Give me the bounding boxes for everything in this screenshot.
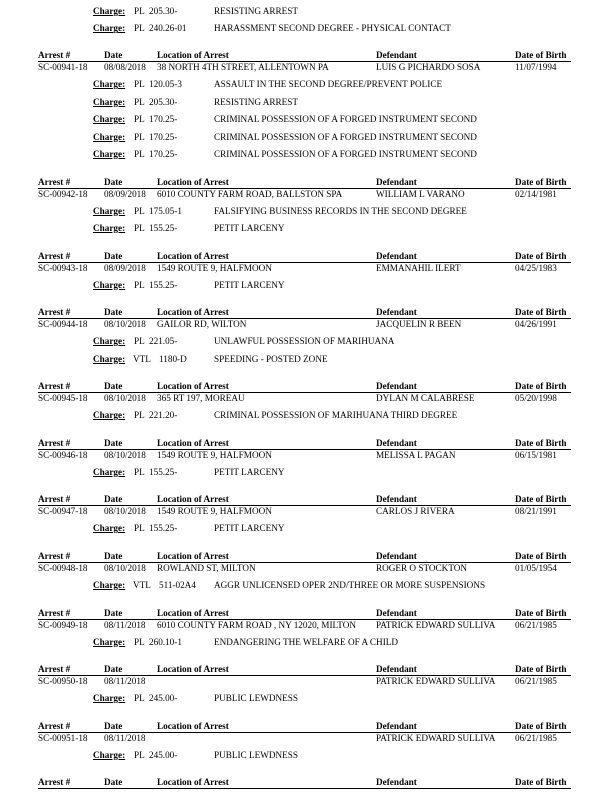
column-header-location: Location of Arrest <box>157 777 229 788</box>
arrest-date: 08/10/2018 <box>104 319 146 330</box>
defendant-name: EMMANAHIL ILERT <box>376 262 461 273</box>
charge-label: Charge: <box>93 693 126 704</box>
column-header-arrest: Arrest # <box>38 437 71 448</box>
charge-label: Charge: <box>93 96 126 107</box>
charge-section: 260.10-1 <box>149 636 182 647</box>
column-header-defendant: Defendant <box>376 664 417 675</box>
arrest-date: 08/09/2018 <box>104 188 146 199</box>
column-header-date-of-birth: Date of Birth <box>515 437 567 448</box>
column-header-date-of-birth: Date of Birth <box>515 250 567 261</box>
date-of-birth: 06/21/1985 <box>515 732 557 743</box>
charge-section: 205.30- <box>149 6 178 16</box>
charge-description: CRIMINAL POSSESSION OF MARIHUANA THIRD DEGREE <box>214 410 458 421</box>
column-header-defendant: Defendant <box>376 381 417 392</box>
column-header-date-of-birth: Date of Birth <box>515 381 567 392</box>
charge-label: Charge: <box>93 205 126 216</box>
charge-label: Charge: <box>93 222 126 233</box>
column-header-date-of-birth: Date of Birth <box>515 307 567 318</box>
arrest-number: SC-00948-18 <box>38 562 88 573</box>
arrest-date: 08/11/2018 <box>104 732 146 743</box>
arrest-date: 08/08/2018 <box>104 62 146 73</box>
arrest-date: 08/10/2018 <box>104 562 146 573</box>
charge-law: PL <box>134 279 145 290</box>
arrest-date: 08/11/2018 <box>104 619 146 630</box>
charge-description: CRIMINAL POSSESSION OF A FORGED INSTRUMENT SECOND <box>214 131 477 142</box>
defendant-name: DYLAN M CALABRESE <box>376 393 475 404</box>
charge-description: PETIT LARCENY <box>214 466 285 477</box>
column-header-defendant: Defendant <box>376 250 417 261</box>
column-header-location: Location of Arrest <box>157 176 229 187</box>
column-header-date: Date <box>104 307 123 318</box>
column-header-arrest: Arrest # <box>38 550 71 561</box>
charge-law: VTL <box>133 353 151 364</box>
charge-law: VTL <box>133 579 151 590</box>
column-header-date: Date <box>104 437 123 448</box>
arrest-location: GAILOR RD, WILTON <box>157 319 247 330</box>
arrest-date: 08/11/2018 <box>104 676 146 687</box>
charge-law: PL <box>134 466 145 477</box>
charge-description: ENDANGERING THE WELFARE OF A CHILD <box>214 636 398 647</box>
defendant-name: LUIS G PICHARDO SOSA <box>376 62 481 73</box>
column-header-defendant: Defendant <box>376 50 417 61</box>
column-header-date: Date <box>104 250 123 261</box>
column-header-location: Location of Arrest <box>157 250 229 261</box>
defendant-name: MELISSA L PAGAN <box>376 449 456 460</box>
column-header-location: Location of Arrest <box>157 307 229 318</box>
date-of-birth: 11/07/1994 <box>515 62 557 73</box>
column-header-arrest: Arrest # <box>38 381 71 392</box>
charge-label: Charge: <box>93 79 126 90</box>
charge-label: Charge: <box>93 636 126 647</box>
arrest-location: 38 NORTH 4TH STREET, ALLENTOWN PA <box>157 62 329 73</box>
charge-section: 511-02A4 <box>159 579 196 590</box>
date-of-birth: 01/05/1954 <box>515 562 557 573</box>
column-header-date-of-birth: Date of Birth <box>515 176 567 187</box>
charge-description: UNLAWFUL POSSESSION OF MARIHUANA <box>214 336 395 347</box>
charge-description: SPEEDING - POSTED ZONE <box>214 353 328 364</box>
charge-description: PETIT LARCENY <box>214 279 285 290</box>
arrest-location: 6010 COUNTY FARM ROAD , NY 12020, MILTON <box>157 619 356 630</box>
date-of-birth: 04/25/1983 <box>515 262 557 273</box>
column-header-location: Location of Arrest <box>157 607 229 618</box>
column-header-date: Date <box>104 664 123 675</box>
date-of-birth: 05/20/1998 <box>515 393 557 404</box>
column-header-arrest: Arrest # <box>38 176 71 187</box>
charge-section: 120.05-3 <box>149 79 182 90</box>
date-of-birth: 06/21/1985 <box>515 619 557 630</box>
column-header-date-of-birth: Date of Birth <box>515 494 567 505</box>
charge-section: 155.25- <box>149 222 178 233</box>
column-header-date: Date <box>104 381 123 392</box>
arrest-number: SC-00947-18 <box>38 506 88 517</box>
charge-description: AGGR UNLICENSED OPER 2ND/THREE OR MORE SUSPENSIONS <box>214 579 486 590</box>
charge-description: FALSIFYING BUSINESS RECORDS IN THE SECOND DEGREE <box>214 205 467 216</box>
arrest-date: 08/09/2018 <box>104 262 146 273</box>
defendant-name: ROGER O STOCKTON <box>376 562 468 573</box>
arrest-number: SC-00944-18 <box>38 319 88 330</box>
arrest-number: SC-00946-18 <box>38 449 88 460</box>
column-header-arrest: Arrest # <box>38 250 71 261</box>
charge-section: 155.25- <box>149 279 178 290</box>
charge-section: 170.25- <box>149 114 178 125</box>
charge-section: 245.00- <box>149 693 178 704</box>
column-header-date: Date <box>104 550 123 561</box>
column-header-arrest: Arrest # <box>38 720 71 731</box>
column-header-arrest: Arrest # <box>38 664 71 675</box>
column-header-defendant: Defendant <box>376 494 417 505</box>
arrest-date: 08/10/2018 <box>104 449 146 460</box>
column-header-location: Location of Arrest <box>157 437 229 448</box>
defendant-name: PATRICK EDWARD SULLIVA <box>376 619 496 630</box>
charge-description: PUBLIC LEWDNESS <box>214 693 298 704</box>
charge-law: PL <box>134 96 145 107</box>
charge-law: PL <box>134 6 145 16</box>
charge-section: 221.20- <box>149 410 178 421</box>
arrest-number: SC-00945-18 <box>38 393 88 404</box>
column-header-date-of-birth: Date of Birth <box>515 720 567 731</box>
charge-law: PL <box>134 23 145 34</box>
date-of-birth: 04/26/1991 <box>515 319 557 330</box>
column-header-arrest: Arrest # <box>38 777 71 788</box>
charge-label: Charge: <box>93 23 126 34</box>
charge-label: Charge: <box>93 410 126 421</box>
arrest-location: 1549 ROUTE 9, HALFMOON <box>157 449 272 460</box>
column-header-arrest: Arrest # <box>38 494 71 505</box>
charge-section: 170.25- <box>149 148 178 159</box>
column-header-date: Date <box>104 176 123 187</box>
charge-law: PL <box>134 336 145 347</box>
column-header-defendant: Defendant <box>376 777 417 788</box>
charge-section: 205.30- <box>149 96 178 107</box>
charge-label: Charge: <box>93 131 126 142</box>
charge-label: Charge: <box>93 523 126 534</box>
column-header-defendant: Defendant <box>376 437 417 448</box>
defendant-name: JACQUELIN R BEEN <box>376 319 462 330</box>
arrest-date: 08/10/2018 <box>104 506 146 517</box>
column-header-location: Location of Arrest <box>157 664 229 675</box>
charge-label: Charge: <box>93 466 126 477</box>
defendant-name: WILLIAM L VARANO <box>376 188 465 199</box>
defendant-name: PATRICK EDWARD SULLIVA <box>376 676 496 687</box>
column-header-location: Location of Arrest <box>157 550 229 561</box>
column-header-date-of-birth: Date of Birth <box>515 607 567 618</box>
charge-section: 155.25- <box>149 466 178 477</box>
charge-law: PL <box>134 693 145 704</box>
charge-section: 175.05-1 <box>149 205 182 216</box>
column-header-arrest: Arrest # <box>38 50 71 61</box>
arrest-location: 6010 COUNTY FARM ROAD, BALLSTON SPA <box>157 188 343 199</box>
charge-law: PL <box>134 636 145 647</box>
column-header-arrest: Arrest # <box>38 607 71 618</box>
charge-description: ASSAULT IN THE SECOND DEGREE/PREVENT POLICE <box>214 79 443 90</box>
charge-label: Charge: <box>93 579 126 590</box>
charge-description: RESISTING ARREST <box>214 6 298 16</box>
column-header-location: Location of Arrest <box>157 494 229 505</box>
date-of-birth: 08/21/1991 <box>515 506 557 517</box>
charge-description: RESISTING ARREST <box>214 96 298 107</box>
column-header-date-of-birth: Date of Birth <box>515 50 567 61</box>
charge-section: 240.26-01 <box>149 23 187 34</box>
arrest-location: ROWLAND ST, MILTON <box>157 562 256 573</box>
arrest-date: 08/10/2018 <box>104 393 146 404</box>
column-header-date: Date <box>104 494 123 505</box>
charge-law: PL <box>134 523 145 534</box>
charge-law: PL <box>134 148 145 159</box>
charge-law: PL <box>134 749 145 760</box>
charge-label: Charge: <box>93 279 126 290</box>
defendant-name: CARLOS J RIVERA <box>376 506 455 517</box>
column-header-date: Date <box>104 50 123 61</box>
column-header-date-of-birth: Date of Birth <box>515 664 567 675</box>
column-header-date: Date <box>104 777 123 788</box>
charge-label: Charge: <box>93 6 126 16</box>
charge-label: Charge: <box>93 749 126 760</box>
charge-label: Charge: <box>93 148 126 159</box>
arrest-number: SC-00950-18 <box>38 676 88 687</box>
charge-law: PL <box>134 79 145 90</box>
defendant-name: PATRICK EDWARD SULLIVA <box>376 732 496 743</box>
column-header-location: Location of Arrest <box>157 381 229 392</box>
arrest-location: 365 RT 197, MOREAU <box>157 393 245 404</box>
date-of-birth: 02/14/1981 <box>515 188 557 199</box>
column-header-date: Date <box>104 607 123 618</box>
charge-description: PETIT LARCENY <box>214 523 285 534</box>
column-header-date-of-birth: Date of Birth <box>515 777 567 788</box>
charge-section: 221.05- <box>149 336 178 347</box>
arrest-number: SC-00951-18 <box>38 732 88 743</box>
charge-section: 170.25- <box>149 131 178 142</box>
column-header-location: Location of Arrest <box>157 50 229 61</box>
arrest-number: SC-00941-18 <box>38 62 88 73</box>
charge-label: Charge: <box>93 336 126 347</box>
column-header-arrest: Arrest # <box>38 307 71 318</box>
arrest-number: SC-00943-18 <box>38 262 88 273</box>
column-header-defendant: Defendant <box>376 720 417 731</box>
charge-law: PL <box>134 131 145 142</box>
charge-law: PL <box>134 114 145 125</box>
column-header-date-of-birth: Date of Birth <box>515 550 567 561</box>
date-of-birth: 06/15/1981 <box>515 449 557 460</box>
arrest-number: SC-00949-18 <box>38 619 88 630</box>
arrest-location: 1549 ROUTE 9, HALFMOON <box>157 262 272 273</box>
charge-law: PL <box>134 205 145 216</box>
charge-law: PL <box>134 410 145 421</box>
column-header-location: Location of Arrest <box>157 720 229 731</box>
header-divider <box>38 788 571 789</box>
charge-section: 1180-D <box>159 353 187 364</box>
charge-description: HARASSMENT SECOND DEGREE - PHYSICAL CONTACT <box>214 23 451 34</box>
date-of-birth: 06/21/1985 <box>515 676 557 687</box>
charge-description: PUBLIC LEWDNESS <box>214 749 298 760</box>
charge-label: Charge: <box>93 353 126 364</box>
column-header-defendant: Defendant <box>376 550 417 561</box>
arrest-number: SC-00942-18 <box>38 188 88 199</box>
charge-description: PETIT LARCENY <box>214 222 285 233</box>
charge-description: CRIMINAL POSSESSION OF A FORGED INSTRUMENT SECOND <box>214 114 477 125</box>
charge-section: 245.00- <box>149 749 178 760</box>
arrest-location: 1549 ROUTE 9, HALFMOON <box>157 506 272 517</box>
column-header-defendant: Defendant <box>376 176 417 187</box>
charge-section: 155.25- <box>149 523 178 534</box>
charge-label: Charge: <box>93 114 126 125</box>
column-header-date: Date <box>104 720 123 731</box>
column-header-defendant: Defendant <box>376 607 417 618</box>
charge-law: PL <box>134 222 145 233</box>
column-header-defendant: Defendant <box>376 307 417 318</box>
charge-description: CRIMINAL POSSESSION OF A FORGED INSTRUMENT SECOND <box>214 148 477 159</box>
